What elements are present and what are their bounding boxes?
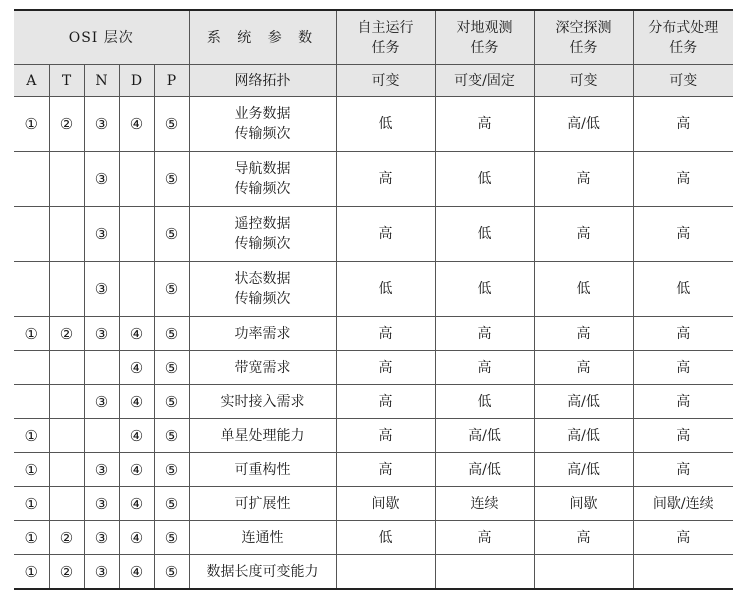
layer-mark	[49, 385, 84, 419]
value-cell: 高	[336, 351, 435, 385]
value-cell: 低	[336, 521, 435, 555]
table-row	[14, 419, 733, 453]
value-cell: 高	[435, 521, 534, 555]
layer-label-n: N	[84, 65, 119, 97]
value-cell	[534, 555, 633, 590]
table-row	[14, 317, 733, 351]
table-row	[14, 262, 733, 317]
layer-label-t: T	[49, 65, 84, 97]
value-cell: 低	[435, 385, 534, 419]
layer-mark: ①	[14, 97, 49, 152]
layer-mark: ③	[84, 555, 119, 590]
param-name: 导航数据 传输频次	[189, 152, 336, 207]
layer-mark: ⑤	[154, 152, 189, 207]
layer-mark	[14, 262, 49, 317]
value-cell: 高	[633, 453, 733, 487]
layer-mark	[49, 351, 84, 385]
layer-mark: ④	[119, 521, 154, 555]
layer-mark: ④	[119, 351, 154, 385]
value-cell: 高	[435, 351, 534, 385]
value-cell: 高	[633, 351, 733, 385]
value-cell: 连续	[435, 487, 534, 521]
layer-mark: ①	[14, 521, 49, 555]
value-cell: 高/低	[435, 453, 534, 487]
value-cell: 间歇/连续	[633, 487, 733, 521]
layer-mark: ②	[49, 555, 84, 590]
value-cell: 高	[633, 152, 733, 207]
value-cell: 高/低	[534, 419, 633, 453]
layer-mark: ①	[14, 487, 49, 521]
layer-mark: ⑤	[154, 385, 189, 419]
layer-mark: ⑤	[154, 555, 189, 590]
table-row	[14, 385, 733, 419]
layer-mark: ①	[14, 419, 49, 453]
task-header-autonomous: 自主运行 任务	[336, 10, 435, 65]
value-cell: 高	[336, 317, 435, 351]
value-cell: 可变	[633, 65, 733, 97]
layer-mark: ④	[119, 317, 154, 351]
param-name: 可重构性	[189, 453, 336, 487]
value-cell: 高	[633, 97, 733, 152]
subheader-row	[14, 65, 733, 97]
value-cell: 低	[336, 97, 435, 152]
layer-mark: ⑤	[154, 521, 189, 555]
table-row	[14, 453, 733, 487]
table-row	[14, 555, 733, 590]
value-cell	[633, 555, 733, 590]
layer-mark: ④	[119, 385, 154, 419]
value-cell: 可变/固定	[435, 65, 534, 97]
table-row	[14, 97, 733, 152]
layer-mark	[119, 152, 154, 207]
task-header-deep-space: 深空探测 任务	[534, 10, 633, 65]
param-name: 连通性	[189, 521, 336, 555]
table-row	[14, 487, 733, 521]
value-cell: 低	[534, 262, 633, 317]
layer-mark	[14, 385, 49, 419]
layer-mark	[14, 351, 49, 385]
param-name: 业务数据 传输频次	[189, 97, 336, 152]
value-cell: 高/低	[534, 97, 633, 152]
param-network-topology: 网络拓扑	[189, 65, 336, 97]
layer-mark	[119, 262, 154, 317]
value-cell: 高	[534, 152, 633, 207]
layer-mark: ③	[84, 152, 119, 207]
layer-mark	[49, 487, 84, 521]
task-header-earth-observation: 对地观测 任务	[435, 10, 534, 65]
system-param-header: 系 统 参 数	[189, 10, 336, 65]
param-name: 功率需求	[189, 317, 336, 351]
layer-mark: ④	[119, 419, 154, 453]
layer-label-a: A	[14, 65, 49, 97]
param-name: 状态数据 传输频次	[189, 262, 336, 317]
value-cell: 高	[633, 207, 733, 262]
layer-mark	[119, 207, 154, 262]
layer-mark: ⑤	[154, 419, 189, 453]
value-cell	[435, 555, 534, 590]
value-cell: 高	[336, 419, 435, 453]
layer-label-p: P	[154, 65, 189, 97]
header-row	[14, 10, 733, 65]
value-cell: 可变	[336, 65, 435, 97]
value-cell: 高	[633, 385, 733, 419]
value-cell: 高	[435, 317, 534, 351]
value-cell: 低	[435, 152, 534, 207]
layer-mark: ④	[119, 487, 154, 521]
layer-mark: ③	[84, 262, 119, 317]
osi-parameter-table	[14, 9, 733, 590]
param-name: 实时接入需求	[189, 385, 336, 419]
layer-mark: ⑤	[154, 262, 189, 317]
layer-mark: ④	[119, 97, 154, 152]
value-cell: 高	[534, 207, 633, 262]
table-row	[14, 152, 733, 207]
value-cell: 低	[435, 262, 534, 317]
layer-mark	[49, 419, 84, 453]
value-cell: 可变	[534, 65, 633, 97]
layer-mark	[84, 351, 119, 385]
layer-mark: ③	[84, 317, 119, 351]
layer-mark: ④	[119, 555, 154, 590]
value-cell: 高	[633, 521, 733, 555]
value-cell: 高/低	[435, 419, 534, 453]
value-cell: 间歇	[534, 487, 633, 521]
table-row	[14, 351, 733, 385]
value-cell: 高	[336, 385, 435, 419]
param-name: 可扩展性	[189, 487, 336, 521]
layer-mark: ②	[49, 521, 84, 555]
value-cell: 高	[534, 351, 633, 385]
value-cell: 间歇	[336, 487, 435, 521]
layer-mark: ⑤	[154, 453, 189, 487]
value-cell: 高	[633, 419, 733, 453]
param-name: 单星处理能力	[189, 419, 336, 453]
layer-mark: ⑤	[154, 97, 189, 152]
layer-mark	[49, 262, 84, 317]
layer-mark: ③	[84, 453, 119, 487]
layer-mark	[49, 453, 84, 487]
layer-mark: ④	[119, 453, 154, 487]
value-cell: 高	[534, 317, 633, 351]
layer-mark: ③	[84, 521, 119, 555]
layer-mark: ③	[84, 207, 119, 262]
layer-mark: ③	[84, 97, 119, 152]
layer-label-d: D	[119, 65, 154, 97]
value-cell: 高	[336, 152, 435, 207]
value-cell: 高	[435, 97, 534, 152]
layer-mark	[14, 207, 49, 262]
value-cell: 高	[534, 521, 633, 555]
layer-mark: ①	[14, 317, 49, 351]
value-cell: 高	[633, 317, 733, 351]
layer-mark: ⑤	[154, 487, 189, 521]
layer-mark: ③	[84, 385, 119, 419]
table-row	[14, 207, 733, 262]
param-name: 带宽需求	[189, 351, 336, 385]
osi-layer-header: OSI 层次	[14, 10, 189, 65]
layer-mark: ①	[14, 555, 49, 590]
layer-mark: ③	[84, 487, 119, 521]
value-cell: 高/低	[534, 453, 633, 487]
table-row	[14, 521, 733, 555]
layer-mark	[49, 207, 84, 262]
layer-mark	[49, 152, 84, 207]
layer-mark: ②	[49, 97, 84, 152]
param-name: 数据长度可变能力	[189, 555, 336, 590]
value-cell: 低	[435, 207, 534, 262]
value-cell: 高	[336, 453, 435, 487]
param-name: 遥控数据 传输频次	[189, 207, 336, 262]
layer-mark: ⑤	[154, 351, 189, 385]
layer-mark: ②	[49, 317, 84, 351]
value-cell: 高	[336, 207, 435, 262]
layer-mark	[14, 152, 49, 207]
layer-mark: ①	[14, 453, 49, 487]
value-cell	[336, 555, 435, 590]
task-header-distributed: 分布式处理 任务	[633, 10, 733, 65]
layer-mark	[84, 419, 119, 453]
value-cell: 高/低	[534, 385, 633, 419]
value-cell: 低	[633, 262, 733, 317]
layer-mark: ⑤	[154, 207, 189, 262]
value-cell: 低	[336, 262, 435, 317]
layer-mark: ⑤	[154, 317, 189, 351]
